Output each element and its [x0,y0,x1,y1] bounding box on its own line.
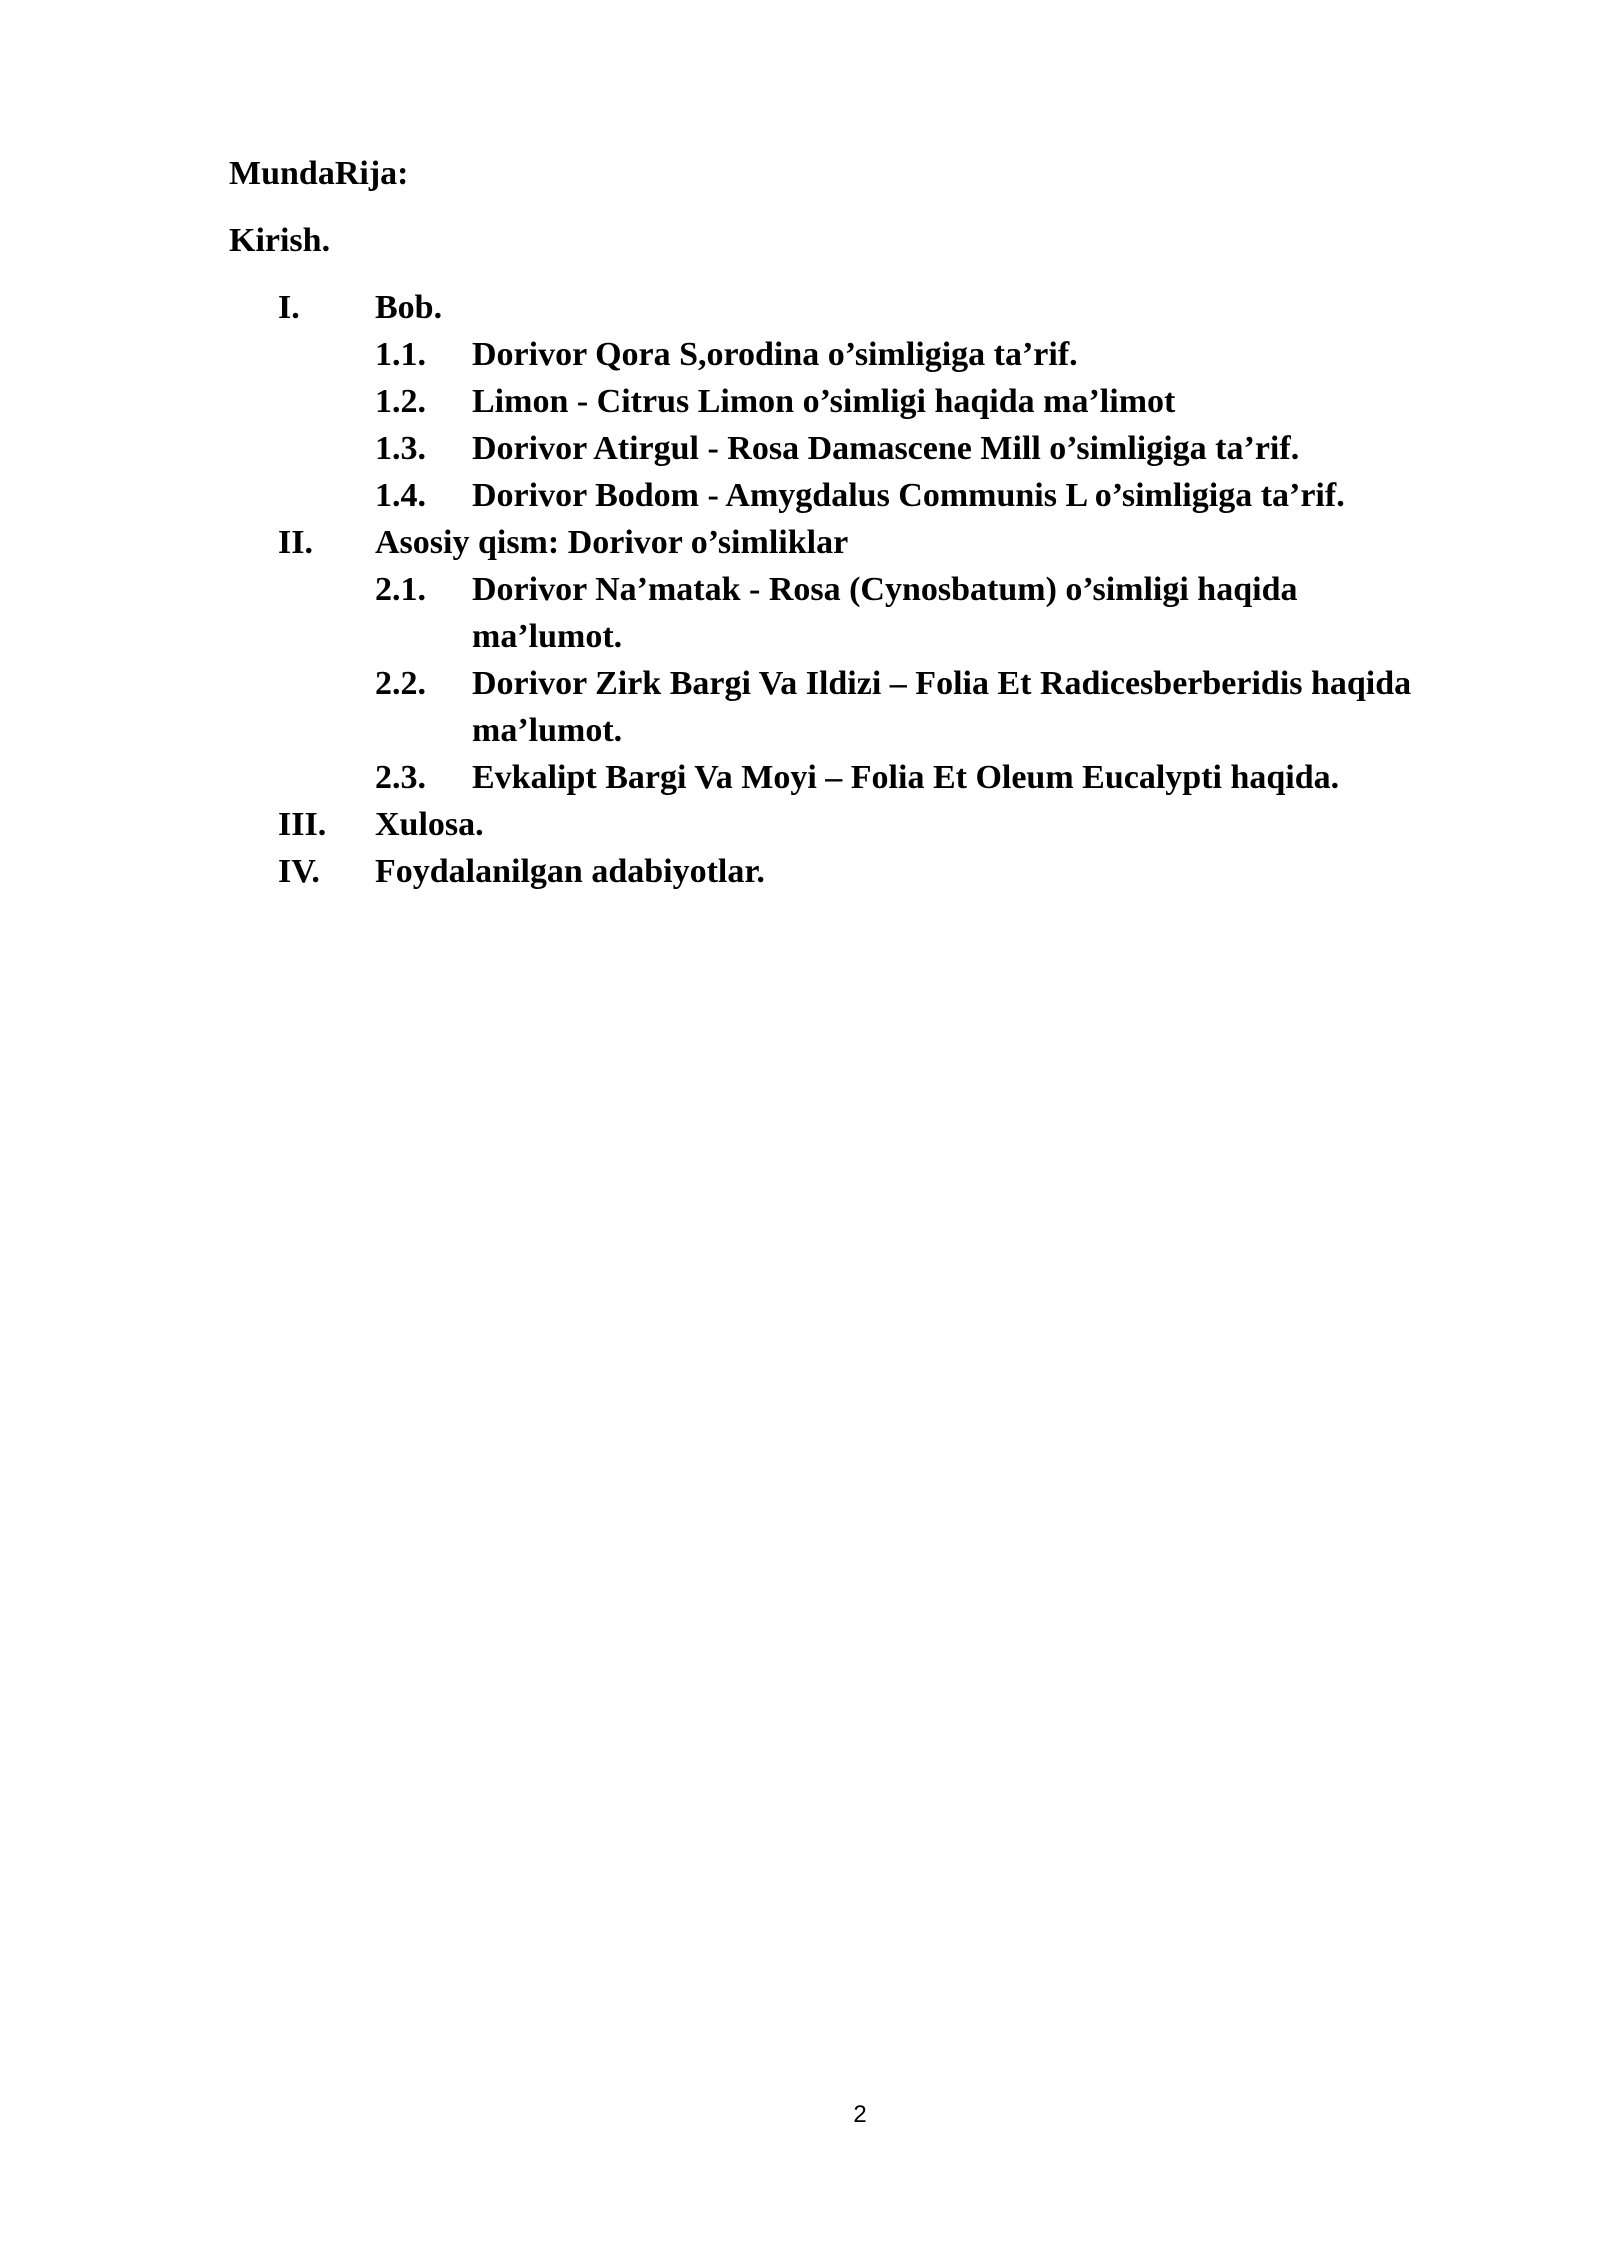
chapter-title: Asosiy qism: Dorivor o’simliklar [375,524,849,561]
toc-subsection-1-2 [229,378,1489,425]
subsection-number: 2.3. [375,759,426,796]
subsection-number: 1.4. [375,477,426,514]
toc-subsection-2-2 [229,660,1489,754]
toc-subsection-1-3 [229,425,1489,472]
table-of-contents [229,150,1489,895]
subsection-number: 2.2. [375,665,426,702]
subsection-number: 1.3. [375,430,426,467]
subsection-title: Dorivor Zirk Bargi Va Ildizi – Folia Et Radicesberberidis haqida ma’lumot. [472,665,1412,749]
subsection-number: 1.1. [375,336,426,373]
subsection-number: 2.1. [375,571,426,608]
toc-chapter-2 [229,519,1489,566]
toc-subsection-2-1 [229,566,1489,660]
subsection-title: Dorivor Atirgul - Rosa Damascene Mill o’simligiga ta’rif. [472,430,1300,467]
chapter-number: II. [278,524,313,561]
toc-subsection-2-3 [229,754,1489,801]
subsection-title: Dorivor Qora S,orodina o’simligiga ta’rif. [472,336,1078,373]
subsection-title: Dorivor Bodom - Amygdalus Communis L o’simligiga ta’rif. [472,477,1345,514]
subsection-title: Dorivor Na’matak - Rosa (Cynosbatum) o’simligi haqida ma’lumot. [472,571,1298,655]
toc-subsection-1-1 [229,331,1489,378]
toc-chapter-1 [229,284,1489,331]
subsection-number: 1.2. [375,383,426,420]
chapter-number: III. [278,806,327,843]
chapter-title: Bob. [375,289,443,326]
toc-title: MundaRija: [229,155,409,192]
toc-chapter-3 [229,801,1489,848]
toc-chapter-4 [229,848,1489,895]
chapter-number: IV. [278,853,320,890]
chapter-title: Xulosa. [375,806,484,843]
page-number: 2 [853,2101,867,2128]
subsection-title: Evkalipt Bargi Va Moyi – Folia Et Oleum Eucalypti haqida. [472,759,1340,796]
toc-subsection-1-4 [229,472,1489,519]
toc-intro: Kirish. [229,222,331,259]
chapter-title: Foydalanilgan adabiyotlar. [375,853,765,890]
subsection-title: Limon - Citrus Limon o’simligi haqida ma’limot [472,383,1176,420]
chapter-number: I. [278,289,300,326]
